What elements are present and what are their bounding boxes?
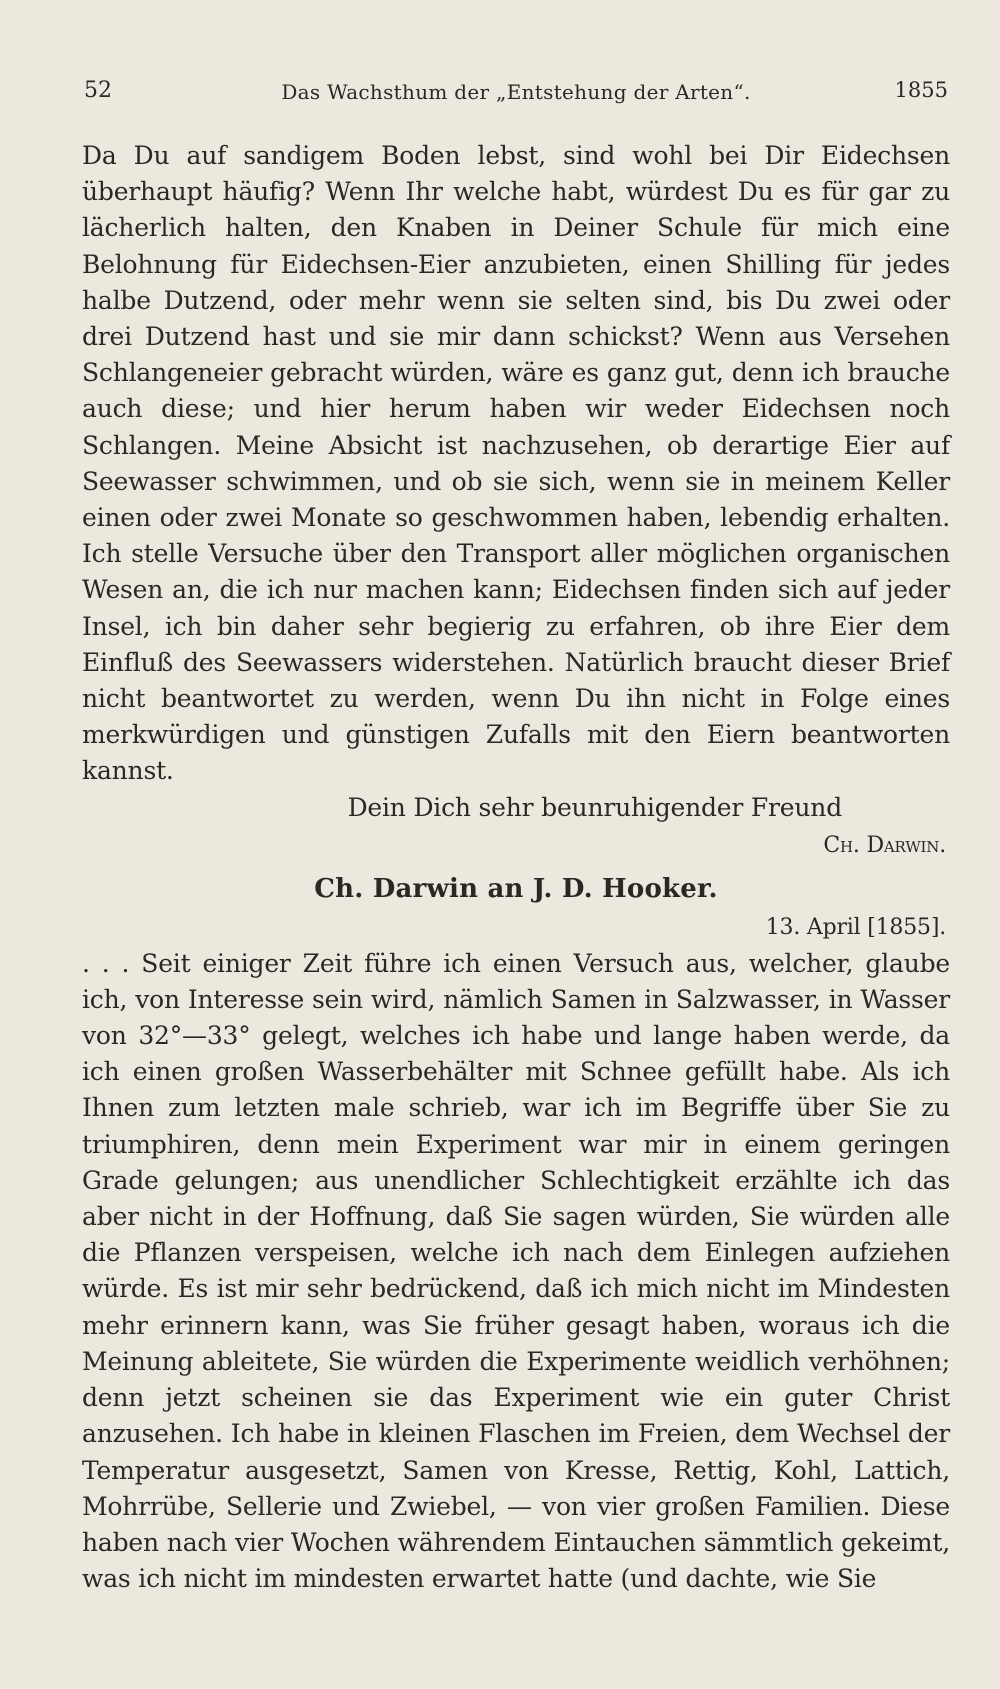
letter-body: . . . Seit einiger Zeit führe ich einen Versuch aus, welcher, glaube ich, von Interesse sein wird, nämlich Samen in Salzwasser, in Wasser von 32°—33° gelegt, welches ich habe und lange haben werde, da ich einen großen Wasserbehälter mit Schnee gefüllt habe. Als ich Ihnen zum letzten male schrieb, war ich im Begriffe über Sie zu triumphiren, denn mein Experiment war mir in einem geringen Grade gelungen; aus unendlicher Schlechtigkeit erzählte ich das aber nicht in der Hoffnung, daß Sie sagen würden, Sie würden alle die Pflanzen verspeisen, welche ich nach dem Einlegen aufziehen würde. Es ist mir sehr bedrückend, daß ich mich nicht im Mindesten mehr erinnern kann, was Sie früher gesagt haben, woraus ich die Meinung ableitete, Sie würden die Experimente weidlich verhöhnen; denn jetzt scheinen sie das Experiment wie ein guter Christ anzusehen. Ich habe in kleinen Flaschen im Freien, dem Wechsel der Temperatur ausgesetzt, Samen von Kresse, Rettig, Kohl, Lattich, Mohrrübe, Sellerie und Zwiebel, — von vier großen Familien. Diese haben nach vier Wochen währendem Eintauchen sämmtlich gekeimt, was ich nicht im mindesten erwartet hatte (und dachte, wie Sie	[82, 948, 950, 1594]
page-body	[82, 138, 950, 1597]
letter-body: Da Du auf sandigem Boden lebst, sind wohl bei Dir Eidechsen überhaupt häufig? Wenn Ihr welche habt, würdest Du es für gar zu lächerlich halten, den Knaben in Deiner Schule für mich eine Belohnung für Eidechsen-Eier anzubieten, einen Shilling für jedes halbe Dutzend, oder mehr wenn sie selten sind, bis Du zwei oder drei Dutzend hast und sie mir dann schickst? Wenn aus Versehen Schlangeneier gebracht würden, wäre es ganz gut, denn ich brauche auch diese; und hier herum haben wir weder Eidechsen noch Schlangen. Meine Absicht ist nachzusehen, ob derartige Eier auf Seewasser schwimmen, und ob sie sich, wenn sie in meinem Keller einen oder zwei Monate so geschwommen haben, lebendig erhalten. Ich stelle Versuche über den Transport aller möglichen organischen Wesen an, die ich nur machen kann; Eidechsen finden sich auf jeder Insel, ich bin daher sehr begierig zu erfahren, ob ihre Eier dem Einfluß des Seewassers widerstehen. Natürlich braucht dieser Brief nicht beantwortet zu werden, wenn Du ihn nicht in Folge eines merkwürdigen und günstigen Zufalls mit den Eiern beantworten kannst.	[82, 141, 950, 786]
letter-date: 13. April [1855].	[765, 914, 946, 940]
header-year: 1855	[894, 78, 948, 102]
page-header	[84, 72, 948, 112]
page-number: 52	[84, 78, 112, 103]
letter-heading: Ch. Darwin an J. D. Hooker.	[314, 873, 718, 904]
letter-closing: Dein Dich sehr beunruhigender Freund	[347, 792, 842, 822]
running-title: Das Wachsthum der „Entstehung der Arten“.	[281, 80, 751, 104]
letter-signature: Ch. Darwin.	[823, 832, 946, 858]
